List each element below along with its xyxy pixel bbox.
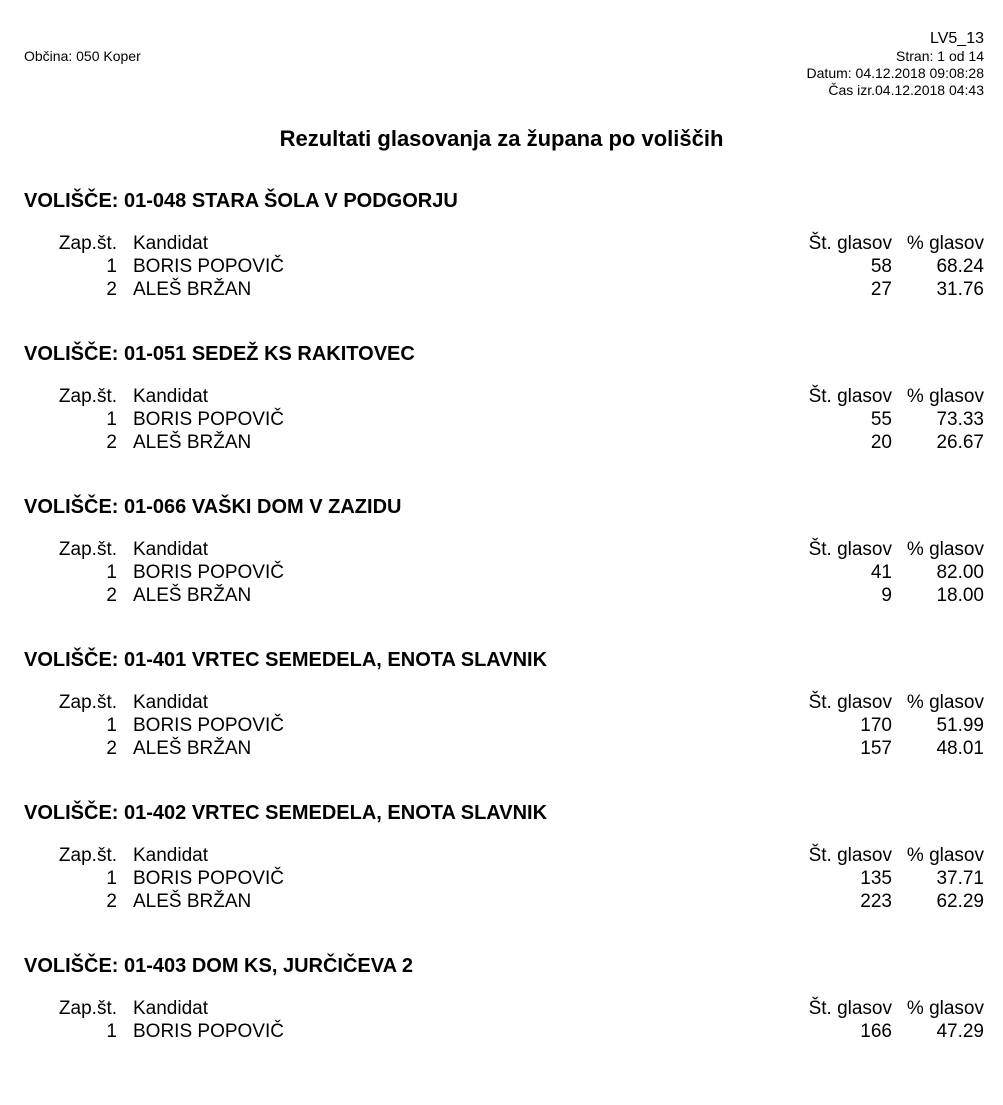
- column-header-votes: Št. glasov: [808, 233, 892, 254]
- column-header-percent: % glasov: [906, 845, 984, 866]
- candidate-name: BORIS POPOVIČ: [133, 562, 284, 583]
- column-header-votes: Št. glasov: [808, 845, 892, 866]
- candidate-number: 1: [106, 715, 117, 736]
- table-row: [0, 278, 1003, 301]
- vote-count: 27: [870, 279, 892, 300]
- column-header-votes: Št. glasov: [808, 998, 892, 1019]
- column-header-number: Zap.št.: [58, 692, 117, 713]
- table-row: [0, 584, 1003, 607]
- candidate-number: 2: [106, 279, 117, 300]
- polling-station-heading: VOLIŠČE: 01-403 DOM KS, JURČIČEVA 2: [24, 955, 413, 977]
- column-header-percent: % glasov: [906, 692, 984, 713]
- vote-count: 166: [860, 1021, 892, 1042]
- candidate-name: BORIS POPOVIČ: [133, 1021, 284, 1042]
- candidate-number: 1: [106, 562, 117, 583]
- column-header-number: Zap.št.: [58, 233, 117, 254]
- polling-station-heading: VOLIŠČE: 01-048 STARA ŠOLA V PODGORJU: [24, 190, 458, 212]
- polling-station-heading: VOLIŠČE: 01-402 VRTEC SEMEDELA, ENOTA SLAVNIK: [24, 802, 548, 824]
- vote-percent: 26.67: [936, 432, 984, 453]
- report-date: Datum: 04.12.2018 09:08:28: [806, 65, 984, 81]
- vote-percent: 48.01: [936, 738, 984, 759]
- polling-station-heading: VOLIŠČE: 01-401 VRTEC SEMEDELA, ENOTA SLAVNIK: [24, 649, 548, 671]
- page-indicator: Stran: 1 od 14: [896, 48, 984, 64]
- candidate-number: 2: [106, 891, 117, 912]
- table-row: [0, 1020, 1003, 1043]
- table-row: [0, 890, 1003, 913]
- polling-station-section: [0, 187, 1003, 340]
- vote-count: 9: [881, 585, 892, 606]
- municipality-label: Občina: 050 Koper: [24, 48, 141, 64]
- candidate-name: BORIS POPOVIČ: [133, 715, 284, 736]
- column-header-candidate: Kandidat: [133, 386, 209, 407]
- results-table-header: [0, 385, 1003, 408]
- vote-count: 157: [860, 738, 892, 759]
- column-header-percent: % glasov: [906, 539, 984, 560]
- table-row: [0, 714, 1003, 737]
- results-sections: [0, 187, 1003, 1105]
- results-table-header: [0, 538, 1003, 561]
- vote-percent: 31.76: [936, 279, 984, 300]
- polling-station-section: [0, 493, 1003, 646]
- vote-count: 20: [870, 432, 892, 453]
- polling-station-section: [0, 952, 1003, 1105]
- vote-count: 41: [870, 562, 892, 583]
- table-row: [0, 737, 1003, 760]
- vote-count: 135: [860, 868, 892, 889]
- candidate-number: 2: [106, 432, 117, 453]
- candidate-name: ALEŠ BRŽAN: [133, 432, 252, 453]
- candidate-name: ALEŠ BRŽAN: [133, 891, 252, 912]
- vote-percent: 82.00: [936, 562, 984, 583]
- document-title: Rezultati glasovanja za župana po voliščih: [279, 126, 724, 151]
- column-header-votes: Št. glasov: [808, 539, 892, 560]
- report-time: Čas izr.04.12.2018 04:43: [828, 82, 984, 98]
- report-code: LV5_13: [930, 30, 984, 47]
- column-header-number: Zap.št.: [58, 998, 117, 1019]
- column-header-percent: % glasov: [906, 386, 984, 407]
- vote-count: 58: [870, 256, 892, 277]
- column-header-percent: % glasov: [906, 998, 984, 1019]
- polling-station-section: [0, 799, 1003, 952]
- column-header-percent: % glasov: [906, 233, 984, 254]
- candidate-number: 1: [106, 1021, 117, 1042]
- polling-station-section: [0, 646, 1003, 799]
- table-row: [0, 255, 1003, 278]
- table-row: [0, 867, 1003, 890]
- table-row: [0, 408, 1003, 431]
- results-table-header: [0, 691, 1003, 714]
- candidate-name: ALEŠ BRŽAN: [133, 279, 252, 300]
- vote-count: 55: [870, 409, 892, 430]
- table-row: [0, 561, 1003, 584]
- candidate-name: ALEŠ BRŽAN: [133, 585, 252, 606]
- results-table-header: [0, 844, 1003, 867]
- vote-percent: 68.24: [936, 256, 984, 277]
- vote-percent: 73.33: [936, 409, 984, 430]
- candidate-number: 2: [106, 738, 117, 759]
- vote-percent: 18.00: [936, 585, 984, 606]
- column-header-candidate: Kandidat: [133, 539, 209, 560]
- column-header-number: Zap.št.: [58, 845, 117, 866]
- column-header-votes: Št. glasov: [808, 386, 892, 407]
- results-table-header: [0, 997, 1003, 1020]
- candidate-name: BORIS POPOVIČ: [133, 409, 284, 430]
- column-header-candidate: Kandidat: [133, 233, 209, 254]
- candidate-number: 1: [106, 256, 117, 277]
- candidate-number: 2: [106, 585, 117, 606]
- candidate-name: BORIS POPOVIČ: [133, 868, 284, 889]
- report-meta: [807, 30, 984, 99]
- column-header-candidate: Kandidat: [133, 998, 209, 1019]
- candidate-number: 1: [106, 409, 117, 430]
- vote-count: 170: [860, 715, 892, 736]
- column-header-candidate: Kandidat: [133, 692, 209, 713]
- vote-percent: 37.71: [936, 868, 984, 889]
- vote-count: 223: [860, 891, 892, 912]
- column-header-number: Zap.št.: [58, 386, 117, 407]
- candidate-name: ALEŠ BRŽAN: [133, 738, 252, 759]
- candidate-number: 1: [106, 868, 117, 889]
- vote-percent: 47.29: [936, 1021, 984, 1042]
- table-row: [0, 431, 1003, 454]
- polling-station-section: [0, 340, 1003, 493]
- column-header-candidate: Kandidat: [133, 845, 209, 866]
- column-header-votes: Št. glasov: [808, 692, 892, 713]
- candidate-name: BORIS POPOVIČ: [133, 256, 284, 277]
- results-table-header: [0, 232, 1003, 255]
- polling-station-heading: VOLIŠČE: 01-051 SEDEŽ KS RAKITOVEC: [24, 343, 415, 365]
- column-header-number: Zap.št.: [58, 539, 117, 560]
- vote-percent: 51.99: [936, 715, 984, 736]
- polling-station-heading: VOLIŠČE: 01-066 VAŠKI DOM V ZAZIDU: [24, 496, 402, 518]
- vote-percent: 62.29: [936, 891, 984, 912]
